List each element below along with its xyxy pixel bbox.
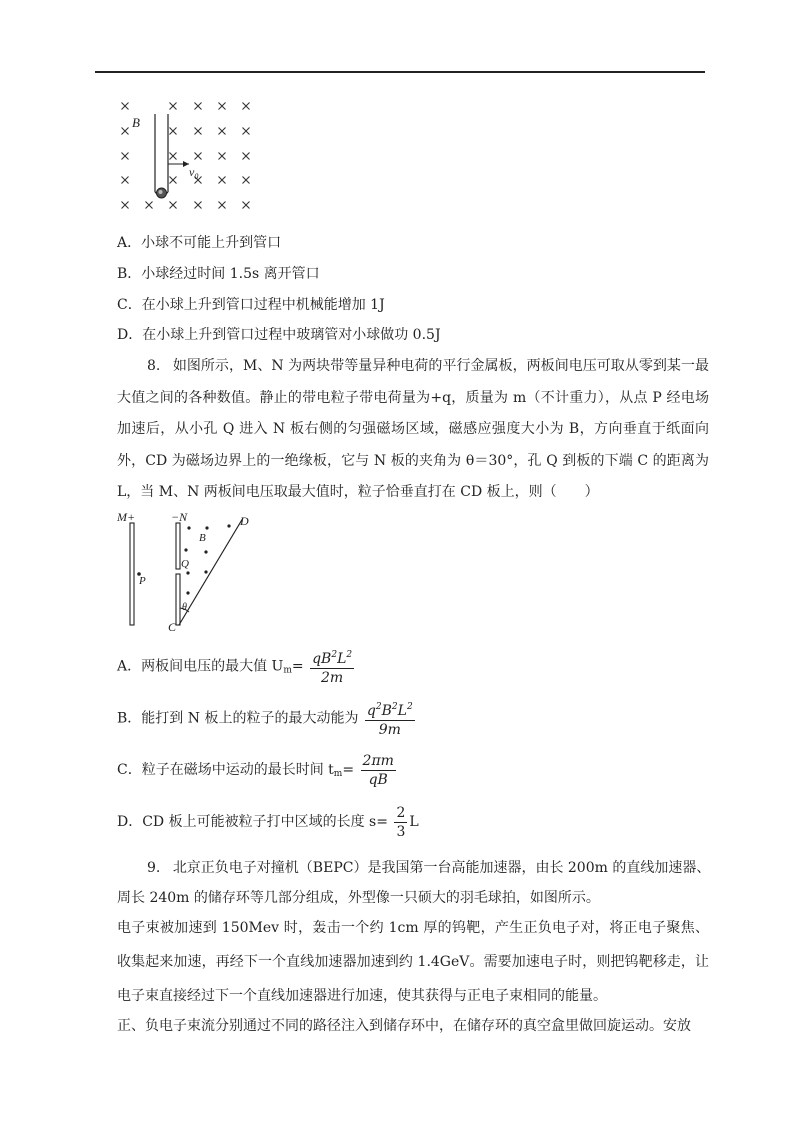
q8-option-a-numerator-b: L (337, 651, 347, 667)
q7-option-a: A．小球不可能上升到管口 (117, 235, 282, 251)
q8-option-b-fraction (365, 698, 415, 739)
q8-option-b (117, 698, 417, 739)
field-cross-icon (170, 202, 177, 209)
q8-option-a-numerator (310, 646, 354, 669)
q8-option-d-text: D．CD 板上可能被粒子打中区域的长度 s= (117, 814, 388, 830)
q7-option-c: C．在小球上升到管口过程中机械能增加 1J (117, 297, 385, 313)
q8-option-a-text: A．两板间电压的最大值 U (117, 658, 284, 675)
field-cross-icon (170, 177, 177, 184)
board-CD (179, 518, 243, 625)
q8-option-b-numerator-c: L (397, 703, 407, 719)
q8-option-b-text: B．能打到 N 板上的粒子的最大动能为 (117, 710, 359, 727)
label-Q: Q (181, 558, 189, 570)
field-cross-icon (195, 128, 202, 135)
q9-line2: 周长 240m 的储存环等几部分组成，外型像一只硕大的羽毛球拍，如图所示。 (117, 890, 600, 906)
field-cross-icon (243, 177, 250, 184)
q9-line1 (117, 856, 710, 880)
label-v: v (189, 165, 195, 179)
q9-paragraph-3: 正、负电子束流分别通过不同的路径注入到储存环中，在储存环的真空盒里做回旋运动。安放 (117, 1018, 691, 1034)
q8-stem (117, 351, 709, 509)
field-cross-icon (122, 153, 129, 160)
field-cross-icon (122, 103, 129, 110)
field-cross-icon (170, 128, 177, 135)
q9-line1-text: 北京正负电子对撞机（BEPC）是我国第一台高能加速器，由长 200m 的直线加速器、 (172, 860, 711, 876)
tube-field-figure (115, 96, 265, 216)
label-M: M+ (117, 510, 136, 524)
q7-option-b: B．小球经过时间 1.5s 离开管口 (117, 266, 320, 282)
plate-N-lower (176, 574, 180, 625)
field-cross-icon (122, 128, 129, 135)
label-B: B (132, 115, 140, 130)
q8-option-a-numerator-sup2: 2 (346, 650, 353, 660)
q8-option-a-numerator-sup1: 2 (331, 650, 338, 660)
q8-option-b-numerator-sup1: 2 (375, 702, 382, 712)
field-cross-icon (243, 153, 250, 160)
plates-field-figure (113, 508, 263, 633)
header-rule (95, 71, 705, 73)
q8-option-b-numerator (365, 698, 415, 721)
field-cross-icon (219, 202, 226, 209)
q8-option-d (117, 802, 419, 842)
q8-option-b-numerator-b: B (381, 703, 392, 719)
field-cross-icon (122, 202, 129, 209)
field-cross-icon (195, 202, 202, 209)
field-cross-icon (219, 177, 226, 184)
q8-option-b-numerator-sup3: 2 (406, 702, 413, 712)
label-N: −N (171, 510, 188, 524)
q8-option-c-eq: = (342, 762, 355, 778)
q8-option-b-numerator-sup2: 2 (391, 702, 398, 712)
field-cross-icon (122, 177, 129, 184)
field-cross-icon (195, 153, 202, 160)
q8-option-a-fraction (310, 646, 354, 687)
field-cross-icon (170, 153, 177, 160)
label-B2: B (199, 532, 206, 544)
q8-option-d-tail: L (409, 814, 419, 830)
field-cross-icon (219, 103, 226, 110)
q8-option-b-denominator: 9m (378, 722, 401, 738)
label-v-sub: 0 (194, 172, 199, 181)
q7-option-d: D．在小球上升到管口过程中玻璃管对小球做功 0.5J (117, 327, 441, 343)
q8-option-a-eq: = (291, 658, 304, 675)
q8-option-a-numerator-a: qB (312, 651, 332, 667)
q8-option-c (117, 750, 398, 794)
q8-option-d-fraction (394, 804, 407, 841)
q8-option-c-text: C．粒子在磁场中运动的最长时间 t (117, 762, 334, 778)
q9-paragraph-2: 电子束被加速到 150Mev 时，轰击一个约 1cm 厚的钨靶，产生正负电子对，将正电子聚焦、收集起来加速，再经下一个直线加速器加速到约 1.4GeV。需要加速电子时，则把钨靶移走，让电子束直接经过下一个直线加速器进行加速，使其获得与正电子束相同的能量。 (117, 920, 709, 1004)
field-cross-icon (195, 103, 202, 110)
label-P: P (139, 575, 146, 587)
field-cross-icon (146, 202, 153, 209)
q8-number: 8. (147, 358, 161, 374)
q8-option-a-sub: m (283, 665, 292, 676)
field-cross-icon (243, 128, 250, 135)
plate-M (130, 523, 134, 625)
ball-highlight (159, 190, 163, 194)
field-cross-icon (243, 202, 250, 209)
field-cross-icon (170, 103, 177, 110)
field-cross-icon (219, 128, 226, 135)
label-v0 (189, 165, 198, 181)
q8-option-c-numerator: 2πm (362, 752, 394, 769)
q8-option-b-numerator-a: q (366, 703, 376, 719)
q9-number: 9. (147, 860, 161, 876)
q8-option-c-sub: m (333, 769, 343, 779)
field-dots (184, 524, 230, 594)
plate-N-upper (176, 523, 180, 569)
label-C: C (168, 620, 177, 633)
q8-option-a (117, 646, 356, 691)
label-theta: θ (182, 602, 187, 613)
q8-option-d-denominator: 3 (396, 823, 406, 840)
q8-option-c-fraction (361, 752, 396, 789)
label-D: D (240, 514, 249, 528)
q8-option-a-denominator: 2m (321, 670, 344, 686)
q8-stem-text: 如图所示，M、N 为两块带等量异种电荷的平行金属板，两板间电压可取从零到某一最大值之间的各种数值。静止的带电粒子带电荷量为+q，质量为 m（不计重力），从点 P 经电场加速后，从小孔 Q 进入 N 板右侧的匀强磁场区域，磁感应强度大小为 B，方向垂直于纸面向外，CD 为磁场边界上的一绝缘板，它与 N 板的夹角为 θ＝30°，孔 Q 到板的下端 C 的距离为 L，当 M、N 两板间电压取最大值时，粒子恰垂直打在 CD 板上，则（ ） (117, 358, 709, 500)
field-crosses (122, 103, 250, 209)
q8-option-d-numerator: 2 (396, 804, 406, 821)
q8-option-c-denominator: qB (368, 771, 388, 788)
field-cross-icon (219, 153, 226, 160)
field-cross-icon (243, 103, 250, 110)
